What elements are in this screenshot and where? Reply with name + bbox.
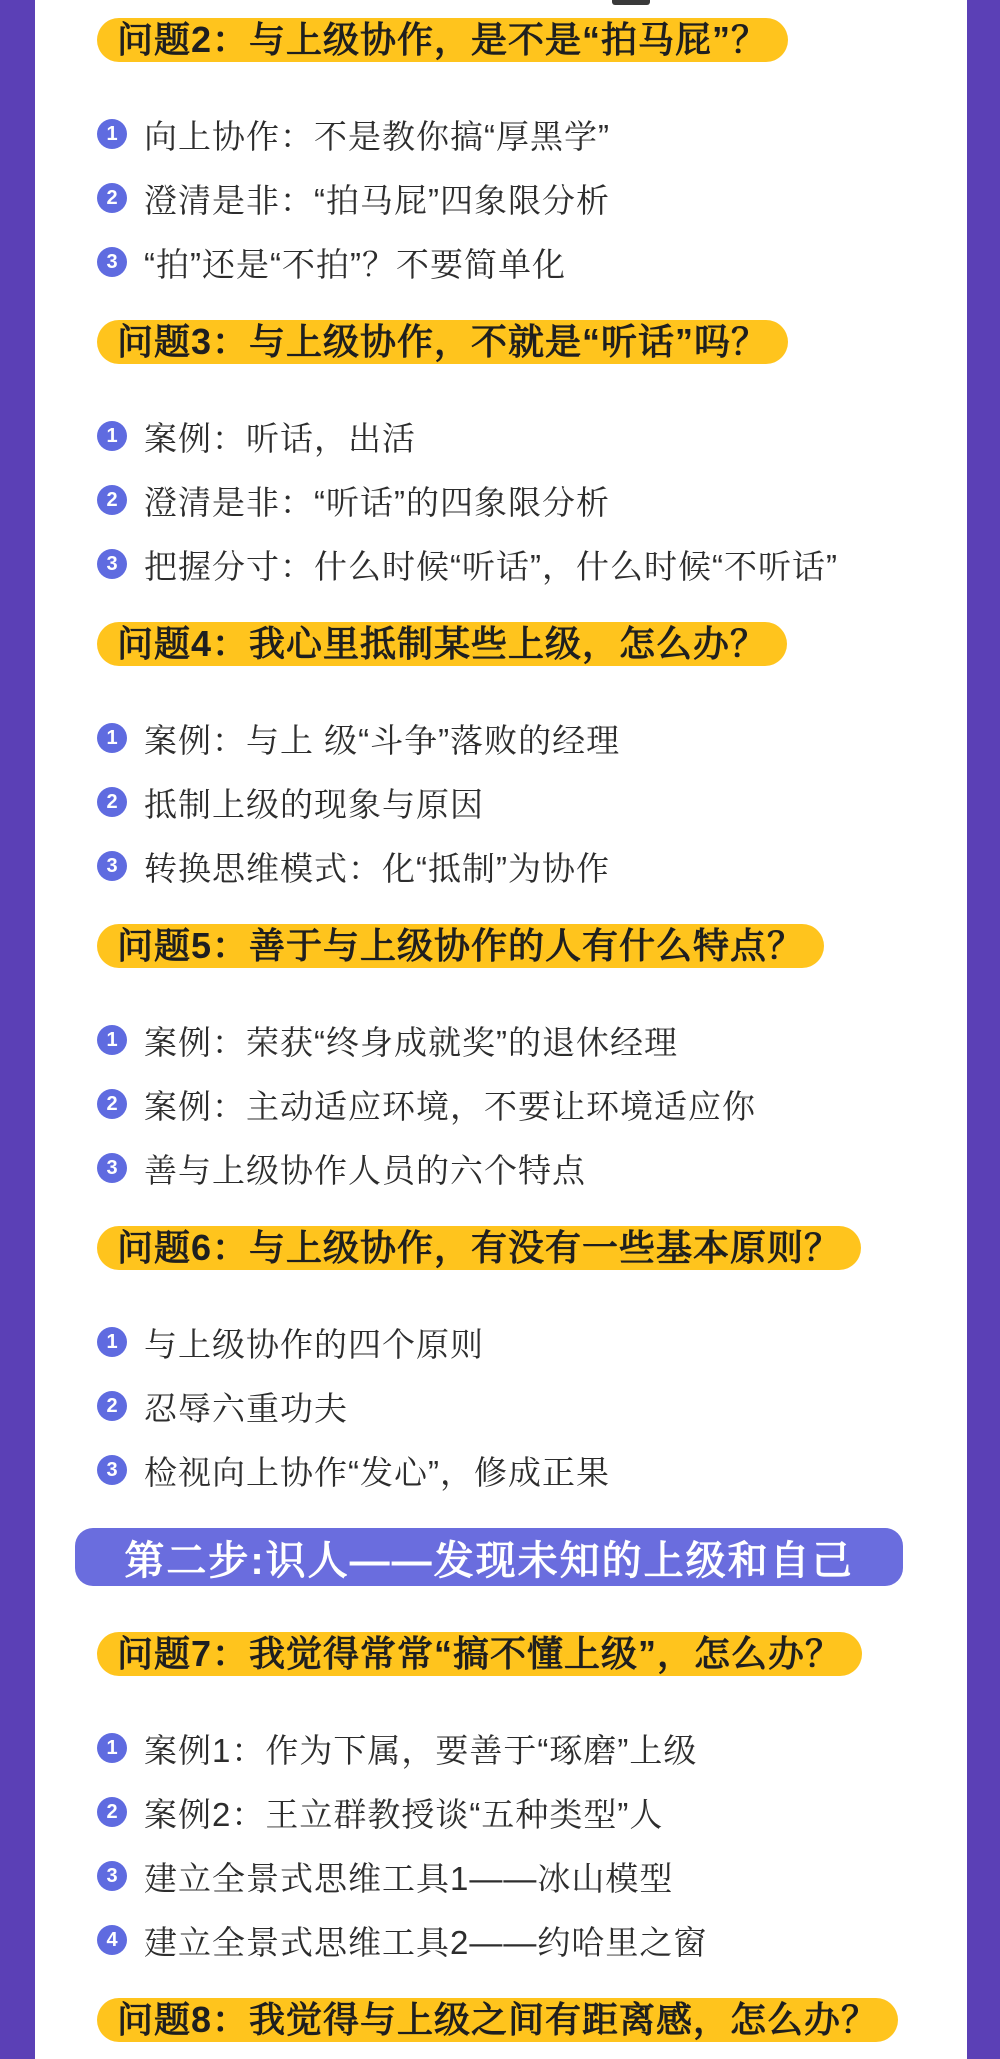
item-number-badge: 1 xyxy=(97,421,127,451)
list-item xyxy=(97,1084,967,1124)
question-heading: 问题6：与上级协作，有没有一些基本原则？ xyxy=(97,1226,861,1270)
item-number-badge: 3 xyxy=(97,1153,127,1183)
item-text: 案例：听话，出活 xyxy=(144,419,416,457)
question-heading-row xyxy=(97,320,967,364)
question-item-list xyxy=(97,1020,967,1188)
item-text: 案例1：作为下属，要善于“琢磨”上级 xyxy=(144,1731,698,1769)
item-number-badge: 3 xyxy=(97,1861,127,1891)
question-item-list xyxy=(97,416,967,584)
item-text: 案例：主动适应环境，不要让环境适应你 xyxy=(144,1087,756,1125)
question-section xyxy=(97,622,967,886)
question-heading-row xyxy=(97,924,967,968)
list-item xyxy=(97,114,967,154)
item-number-badge: 3 xyxy=(97,1455,127,1485)
question-item-list xyxy=(97,718,967,886)
item-number-badge: 2 xyxy=(97,485,127,515)
list-item xyxy=(97,1920,967,1960)
list-item xyxy=(97,480,967,520)
list-item xyxy=(97,1020,967,1060)
list-item xyxy=(97,1148,967,1188)
list-item xyxy=(97,1792,967,1832)
list-item xyxy=(97,1386,967,1426)
item-number-badge: 3 xyxy=(97,247,127,277)
question-item-list xyxy=(97,1728,967,1960)
item-text: 澄清是非：“听话”的四象限分析 xyxy=(144,483,610,521)
item-text: 转换思维模式：化“抵制”为协作 xyxy=(144,849,610,887)
list-item xyxy=(97,782,967,822)
question-section xyxy=(97,1632,967,1960)
item-text: 善与上级协作人员的六个特点 xyxy=(144,1151,586,1189)
item-text: 抵制上级的现象与原因 xyxy=(144,785,484,823)
list-item xyxy=(97,544,967,584)
question-heading: 问题2：与上级协作，是不是“拍马屁”？ xyxy=(97,18,788,62)
question-heading-row xyxy=(97,1632,967,1676)
item-number-badge: 4 xyxy=(97,1925,127,1955)
item-number-badge: 2 xyxy=(97,1391,127,1421)
item-number-badge: 2 xyxy=(97,183,127,213)
item-text: 向上协作：不是教你搞“厚黑学” xyxy=(144,117,610,155)
item-text: 澄清是非：“拍马屁”四象限分析 xyxy=(144,181,610,219)
item-number-badge: 1 xyxy=(97,1733,127,1763)
item-text: “拍”还是“不拍”？不要简单化 xyxy=(144,245,566,283)
question-section xyxy=(97,924,967,1188)
question-section xyxy=(97,18,967,282)
question-heading-row xyxy=(97,1226,967,1270)
cropped-text-remnant xyxy=(612,0,650,5)
item-text: 检视向上协作“发心”，修成正果 xyxy=(144,1453,610,1491)
left-purple-border xyxy=(0,0,35,2059)
question-section xyxy=(97,1226,967,1490)
item-text: 案例2：王立群教授谈“五种类型”人 xyxy=(144,1795,664,1833)
item-number-badge: 2 xyxy=(97,787,127,817)
list-item xyxy=(97,178,967,218)
item-number-badge: 2 xyxy=(97,1797,127,1827)
item-text: 建立全景式思维工具2——约哈里之窗 xyxy=(144,1923,708,1961)
question-heading: 问题4：我心里抵制某些上级，怎么办？ xyxy=(97,622,787,666)
list-item xyxy=(97,1450,967,1490)
item-text: 忍辱六重功夫 xyxy=(144,1389,348,1427)
step-banner xyxy=(75,1528,903,1586)
item-number-badge: 1 xyxy=(97,1025,127,1055)
question-item-list xyxy=(97,1322,967,1490)
item-text: 案例：与上 级“斗争”落败的经理 xyxy=(144,721,621,759)
list-item xyxy=(97,846,967,886)
step-banner-label: 第二步:识人——发现未知的上级和自己 xyxy=(124,1538,854,1583)
list-item xyxy=(97,1856,967,1896)
question-heading-row xyxy=(97,622,967,666)
question-heading: 问题3：与上级协作，不就是“听话”吗？ xyxy=(97,320,788,364)
item-number-badge: 1 xyxy=(97,723,127,753)
list-item xyxy=(97,416,967,456)
item-number-badge: 3 xyxy=(97,851,127,881)
item-text: 与上级协作的四个原则 xyxy=(144,1325,484,1363)
question-section xyxy=(97,1998,967,2042)
question-section xyxy=(97,320,967,584)
question-heading-row xyxy=(97,1998,967,2042)
list-item xyxy=(97,1728,967,1768)
item-text: 把握分寸：什么时候“听话”，什么时候“不听话” xyxy=(144,547,838,585)
question-heading: 问题8：我觉得与上级之间有距离感，怎么办？ xyxy=(97,1998,898,2042)
question-heading-row xyxy=(97,18,967,62)
right-purple-border xyxy=(967,0,1000,2059)
question-heading: 问题7：我觉得常常“搞不懂上级”，怎么办？ xyxy=(97,1632,862,1676)
question-item-list xyxy=(97,114,967,282)
list-item xyxy=(97,1322,967,1362)
list-item xyxy=(97,718,967,758)
item-text: 建立全景式思维工具1——冰山模型 xyxy=(144,1859,674,1897)
outline-content xyxy=(97,18,967,2059)
item-number-badge: 2 xyxy=(97,1089,127,1119)
list-item xyxy=(97,242,967,282)
item-number-badge: 1 xyxy=(97,119,127,149)
item-text: 案例：荣获“终身成就奖”的退休经理 xyxy=(144,1023,678,1061)
question-heading: 问题5：善于与上级协作的人有什么特点？ xyxy=(97,924,824,968)
item-number-badge: 1 xyxy=(97,1327,127,1357)
item-number-badge: 3 xyxy=(97,549,127,579)
